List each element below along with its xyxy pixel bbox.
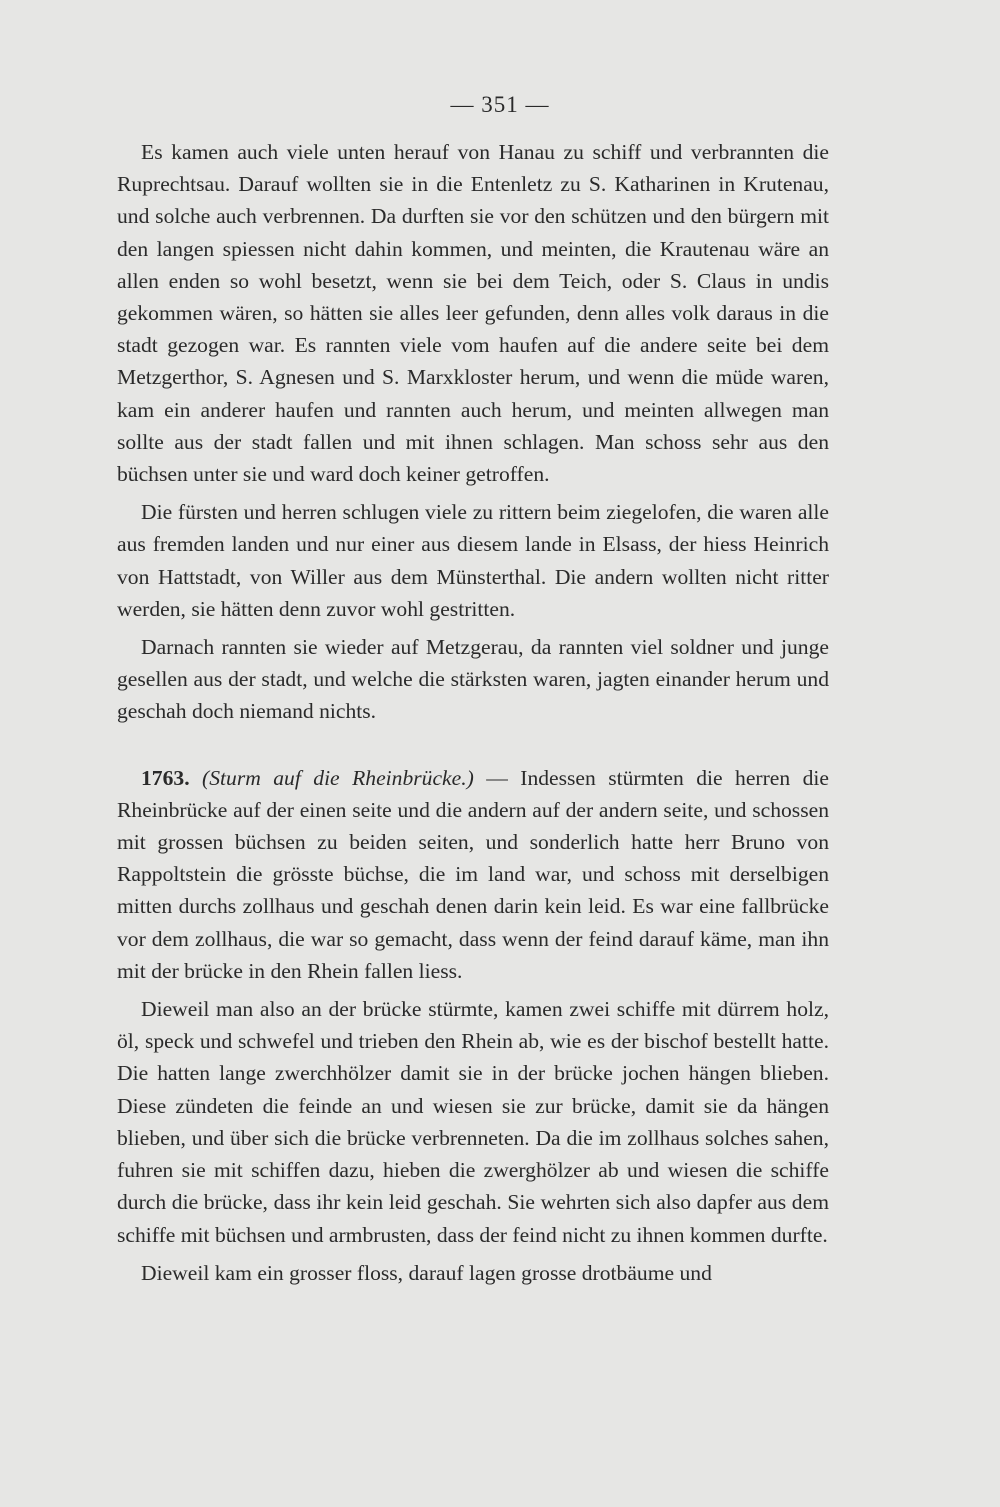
paragraph-3: Darnach rannten sie wieder auf Metzgerau, da rannten viel soldner und junge gesellen aus der stadt, und welche die stärksten waren, jagten einander herum und geschah doch niemand nichts. — [117, 635, 829, 724]
paragraph-6: Dieweil kam ein grosser floss, darauf lagen grosse drotbäume und — [141, 1260, 712, 1285]
paragraph-2: Die fürsten und herren schlugen viele zu rittern beim ziegelofen, die waren alle aus fremden landen und nur einer aus diesem lande in Elsass, der hiess Heinrich von Hattstadt, von Willer aus dem Münsterthal. Die andern wollten nicht ritter werden, sie hätten denn zuvor wohl gestritten. — [117, 500, 829, 621]
paragraph-1: Es kamen auch viele unten herauf von Hanau zu schiff und verbrannten die Ruprechtsau. Darauf wollten sie in die Entenletz zu S. Katharinen in Krutenau, und solche auch verbrennen. Da durften sie vor den schützen und den bürgern mit den langen spiessen nicht dahin kommen, und meinten, die Krautenau wäre an allen enden so wohl besetzt, wenn sie bei dem Teich, oder S. Claus in undis gekommen wären, so hätten sie alles leer gefunden, denn alles volk daraus in die stadt gezogen war. Es rannten viele vom haufen auf die andere seite bei dem Metzgerthor, S. Agnesen und S. Marxkloster herum, und wenn die müde waren, kam ein anderer haufen und rannten auch herum, und meinten allwegen man sollte aus der stadt fallen und mit ihnen schlagen. Man schoss sehr aus den büchsen unter sie und ward doch keiner getroffen. — [117, 140, 829, 487]
section-paragraph — [117, 762, 829, 987]
section-number: 1763. — [141, 765, 190, 790]
body-text — [117, 136, 829, 1289]
paragraph-5: Dieweil man also an der brücke stürmte, kamen zwei schiffe mit dürrem holz, öl, speck und schwefel und trieben den Rhein ab, wie es der bischof bestellt hatte. Die hatten lange zwerchhölzer damit sie in der brücke jochen hängen blieben. Diese zündeten die feinde an und wiesen sie zur brücke, damit sie da hängen blieben, und über sich die brücke verbrenneten. Da die im zollhaus solches sahen, fuhren sie mit schiffen dazu, hieben die zwerghölzer ab und wiesen die schiffe durch die brücke, dass ihr kein leid geschah. Sie wehrten sich also dapfer aus dem schiffe mit büchsen und armbrusten, dass der feind nicht zu ihnen kommen durfte. — [117, 997, 829, 1247]
section-title: (Sturm auf die Rheinbrücke.) — [202, 765, 474, 790]
section-body: — Indessen stürmten die herren die Rheinbrücke auf der einen seite und die andern auf der andern seite, und schossen mit grossen büchsen zu beiden seiten, und sonderlich hatte herr Bruno von Rappoltstein die grösste büchse, die im land war, und schoss mit derselbigen mitten durchs zollhaus und geschah denen darin kein leid. Es war eine fallbrücke vor dem zollhaus, die war so gemacht, dass wenn der feind darauf käme, man ihn mit der brücke in den Rhein fallen liess. — [117, 765, 829, 983]
page-number: — 351 — — [450, 92, 550, 117]
